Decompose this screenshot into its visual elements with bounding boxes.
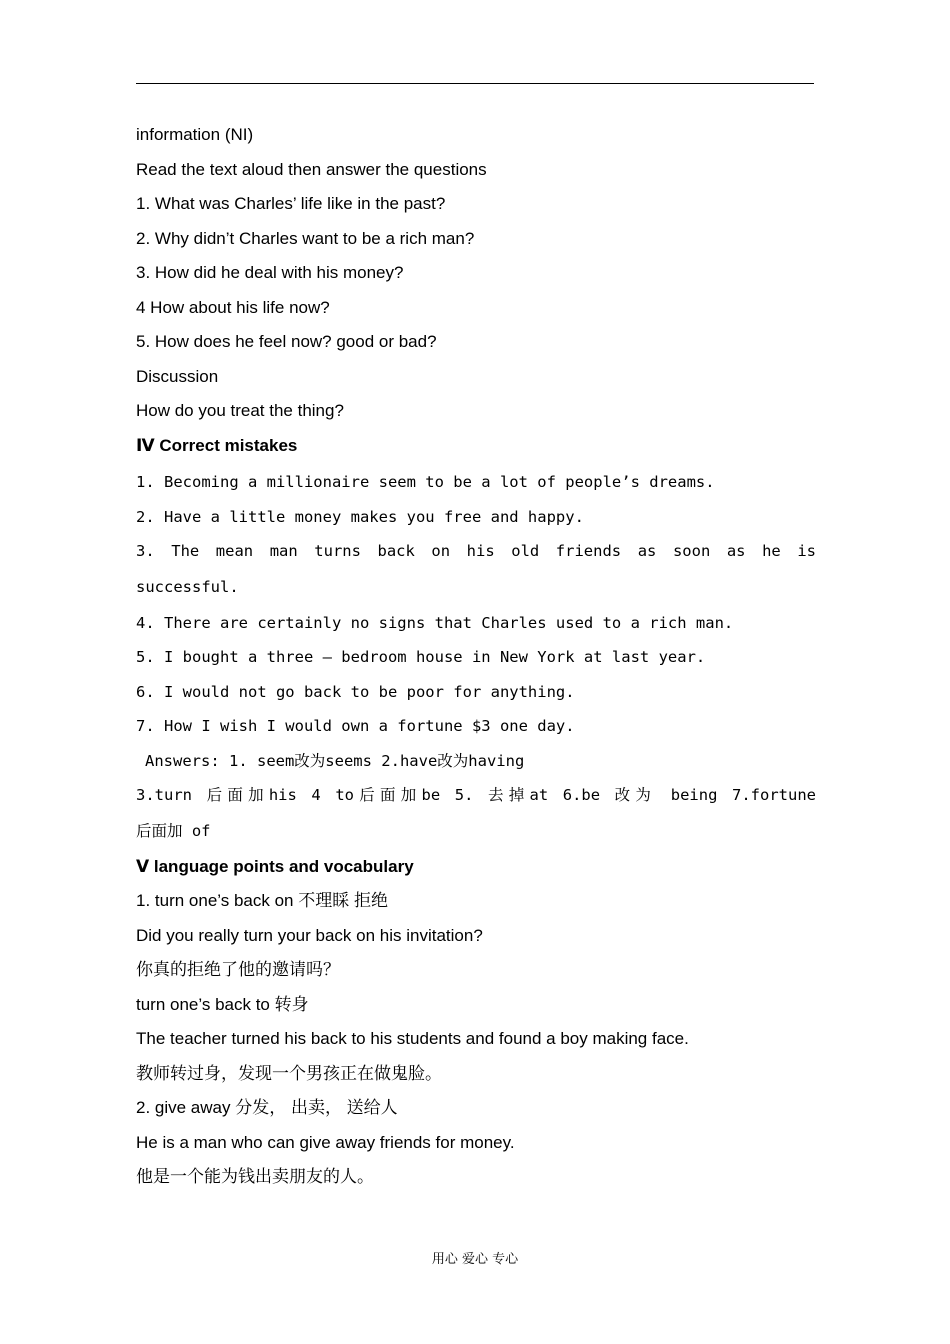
header-rule: [136, 83, 814, 84]
question-5: 5. How does he feel now? good or bad?: [136, 332, 437, 351]
question-2: 2. Why didn’t Charles want to be a rich man?: [136, 228, 475, 248]
section-5-heading: Ⅴ language points and vocabulary: [136, 856, 414, 876]
mistake-6: 6. I would not go back to be poor for anything.: [136, 682, 575, 701]
question-4: 4 How about his life now?: [136, 297, 330, 317]
mistake-7: 7. How I wish I would own a fortune $3 one day.: [136, 717, 575, 735]
lp2-translation: 他是一个能为钱出卖朋友的人。: [136, 1167, 374, 1186]
page-footer: 用心 爱心 专心: [431, 1252, 519, 1267]
mistake-5: 5. I bought a three – bedroom house in New York at last year.: [136, 648, 706, 666]
lp2-example: He is a man who can give away friends for money.: [136, 1132, 515, 1152]
question-1: 1. What was Charles’ life like in the past?: [136, 194, 446, 213]
lp2-title: 2. give away 分发， 出卖， 送给人: [136, 1098, 398, 1117]
answers-line-1: Answers: 1. seem改为seems 2.have改为having: [145, 751, 525, 770]
mistake-4: 4. There are certainly no signs that Charles used to a rich man.: [136, 613, 734, 632]
question-3: 3. How did he deal with his money?: [136, 263, 404, 282]
discussion-question: How do you treat the thing?: [136, 401, 344, 420]
lp1-example: Did you really turn your back on his invitation?: [136, 925, 483, 945]
lp1b-title: turn one’s back to 转身: [136, 994, 309, 1014]
discussion-label: Discussion: [136, 366, 219, 386]
mistake-3: 3. The mean man turns back on his old friends as soon as he is: [136, 542, 816, 560]
document-body: [136, 118, 816, 1195]
section-4-heading: Ⅳ Correct mistakes: [136, 435, 298, 455]
lp1b-example: The teacher turned his back to his students and found a boy making face.: [136, 1029, 689, 1048]
answers-line-3: 后面加 of: [136, 821, 211, 840]
lp1-title: 1. turn one’s back on 不理睬 拒绝: [136, 891, 388, 910]
answers-line-2: 3.turn 后面加his 4 to后面加be 5. 去掉at 6.be 改为 being 7.fortune: [136, 786, 816, 804]
mistake-3-cont: successful.: [136, 577, 239, 596]
read-instruction: Read the text aloud then answer the questions: [136, 159, 487, 179]
lp1b-translation: 教师转过身，发现一个男孩正在做鬼脸。: [136, 1063, 442, 1083]
ni-line: information (NI): [136, 125, 254, 144]
mistake-1: 1. Becoming a millionaire seem to be a lot of people’s dreams.: [136, 473, 715, 491]
mistake-2: 2. Have a little money makes you free and happy.: [136, 507, 584, 526]
lp1-translation: 你真的拒绝了他的邀请吗？: [136, 960, 340, 979]
